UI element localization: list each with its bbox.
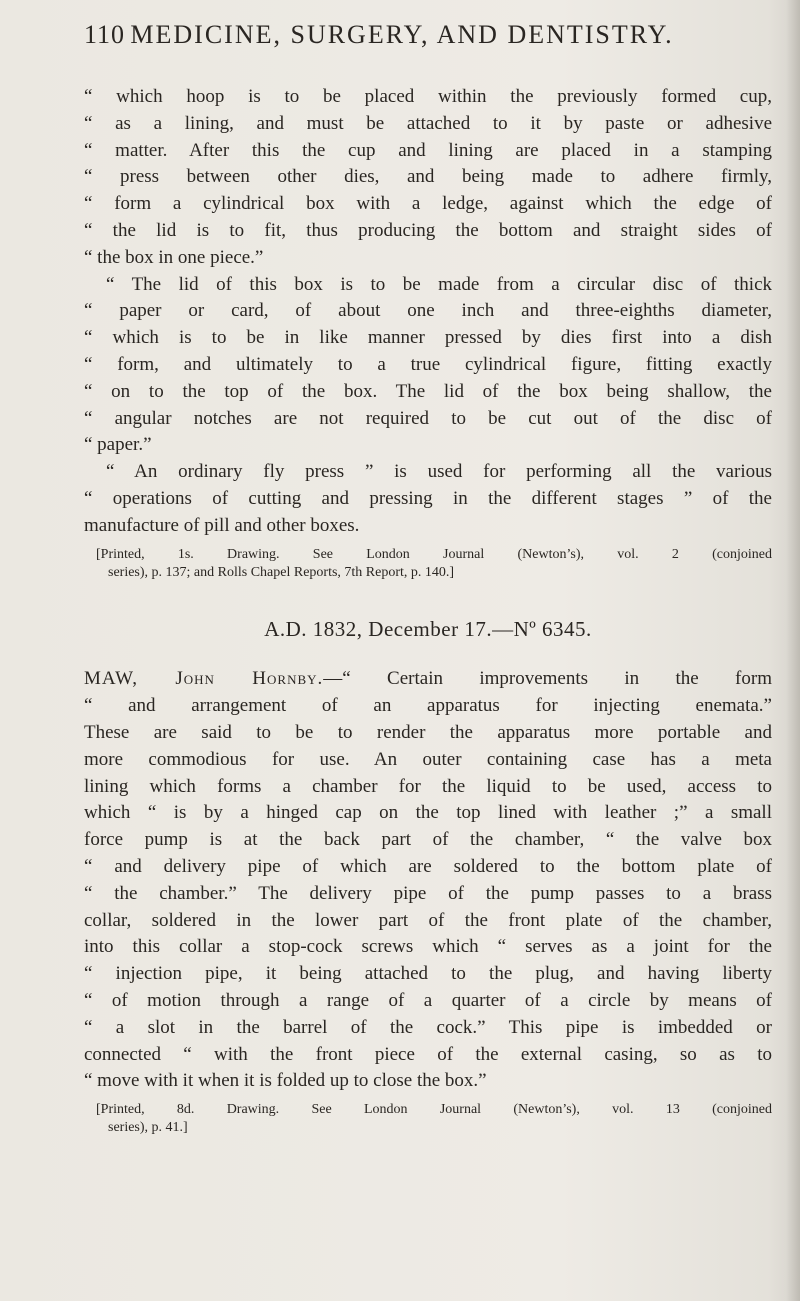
continuation-paragraph [84, 84, 772, 540]
page-number: 110 [84, 20, 126, 49]
body-text [84, 84, 772, 1137]
text-line: “ matter. After this the cup and lining are placed in a stamping [84, 139, 772, 161]
text-line: “ the lid is to fit, thus producing the bottom and straight sides of [84, 219, 772, 241]
entry-heading: A.D. 1832, December 17.—Nº 6345. [264, 616, 592, 641]
text-line-rest: —“ Certain improvements in the form [323, 668, 772, 690]
text-line: connected “ with the front piece of the external casing, so as to [84, 1043, 772, 1065]
text-line: “ as a lining, and must be attached to it by paste or adhesive [84, 112, 772, 134]
page-title: MEDICINE, SURGERY, AND DENTISTRY. [130, 20, 674, 49]
text-line: manufacture of pill and other boxes. [84, 514, 360, 536]
text-line: “ and delivery pipe of which are soldered to the bottom plate of [84, 855, 772, 877]
text-line: more commodious for use. An outer containing case has a meta [84, 748, 772, 770]
text-line: “ on to the top of the box. The lid of the box being shallow, the [84, 380, 772, 402]
text-line: “ form a cylindrical box with a ledge, against which the edge of [84, 193, 772, 215]
text-line: force pump is at the back part of the chamber, “ the valve box [84, 829, 772, 851]
text-line: “ move with it when it is folded up to close the box.” [84, 1070, 487, 1092]
text-line: “ paper.” [84, 434, 152, 456]
text-line: into this collar a stop-cock screws which “ serves as a joint for the [84, 936, 772, 958]
text-line: “ form, and ultimately to a true cylindrical figure, fitting exactly [84, 353, 772, 375]
note-line: [Printed, 1s. Drawing. See London Journal (Newton’s), vol. 2 (conjoined [96, 546, 772, 562]
citation-note [84, 1101, 772, 1137]
text-line: “ The lid of this box is to be made from a circular disc of thick [106, 273, 772, 295]
text-line: “ An ordinary fly press ” is used for performing all the various [106, 461, 772, 483]
text-line: “ press between other dies, and being made to adhere firmly, [84, 166, 772, 188]
text-line: “ which hoop is to be placed within the previously formed cup, [84, 86, 772, 107]
text-line: These are said to be to render the apparatus more portable and [84, 721, 772, 743]
running-head [84, 20, 720, 56]
text-line: “ operations of cutting and pressing in the different stages ” of the [84, 487, 772, 509]
text-line: “ which is to be in like manner pressed by dies first into a dish [84, 327, 772, 349]
text-line: “ a slot in the barrel of the cock.” This pipe is imbedded or [84, 1016, 772, 1038]
text-line [84, 666, 772, 693]
page-edge-shadow [786, 0, 800, 1301]
text-line: “ the chamber.” The delivery pipe of the pump passes to a brass [84, 882, 772, 904]
text-line: “ and arrangement of an apparatus for injecting enemata.” [84, 695, 772, 717]
text-line: “ of motion through a range of a quarter of a circle by means of [84, 989, 772, 1011]
text-line: which “ is by a hinged cap on the top lined with leather ;” a small [84, 802, 772, 824]
text-line: “ angular notches are not required to be cut out of the disc of [84, 407, 772, 429]
note-line: [Printed, 8d. Drawing. See London Journal (Newton’s), vol. 13 (conjoined [96, 1102, 772, 1118]
text-line: lining which forms a chamber for the liquid to be used, access to [84, 775, 772, 797]
note-line: series), p. 41.] [108, 1120, 188, 1136]
text-line: “ paper or card, of about one inch and three-eighths diameter, [84, 300, 772, 322]
note-line: series), p. 137; and Rolls Chapel Reports, 7th Report, p. 140.] [108, 564, 455, 580]
citation-note [84, 546, 772, 582]
patentee-name: MAW, John Hornby. [84, 668, 324, 690]
text-line: “ injection pipe, it being attached to the plug, and having liberty [84, 963, 772, 985]
text-line: “ the box in one piece.” [84, 246, 264, 268]
entry-paragraph [84, 666, 772, 1095]
text-line: collar, soldered in the lower part of the front plate of the chamber, [84, 909, 772, 931]
